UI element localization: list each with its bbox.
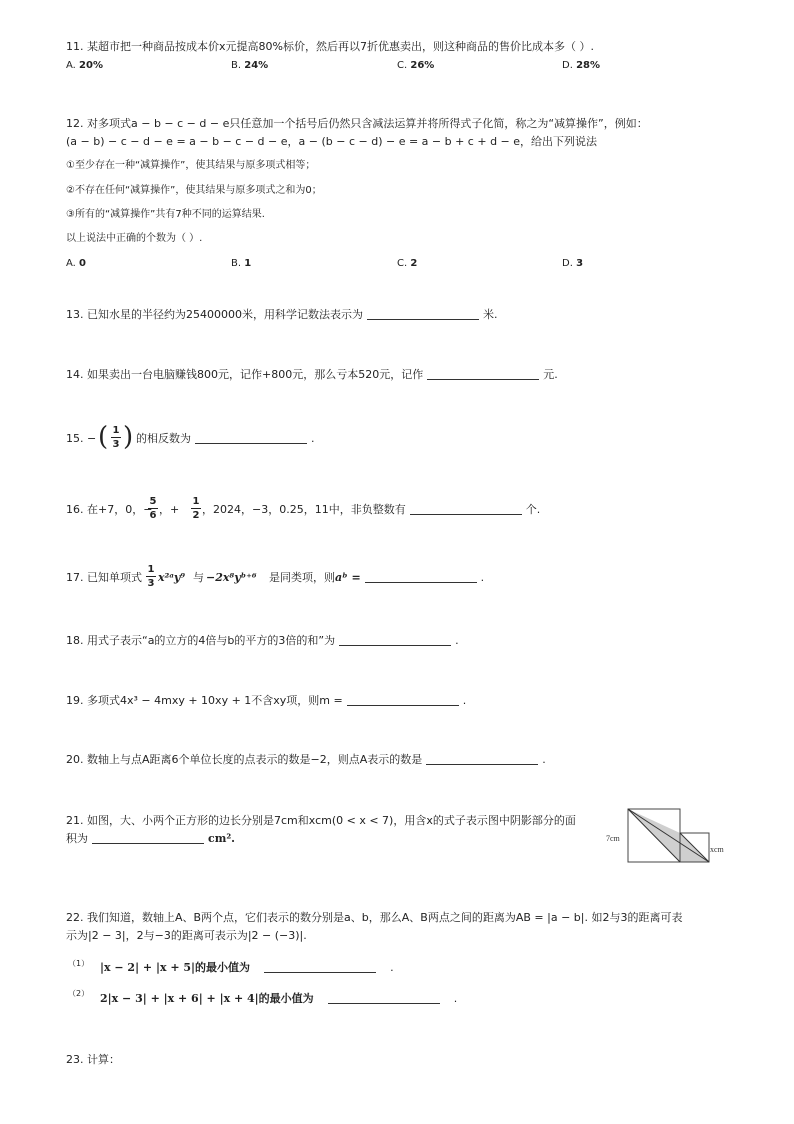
q15-fraction-den: 3	[112, 439, 120, 450]
q14-unit: 元.	[543, 368, 558, 381]
q16-mid: ，+	[159, 503, 180, 516]
q21-label-7cm: 7cm	[606, 834, 620, 843]
q18-answer-blank[interactable]	[339, 634, 451, 646]
q22-part2-answer-blank[interactable]	[328, 992, 440, 1004]
q14-answer-blank[interactable]	[427, 368, 539, 380]
q22-line1: 22. 我们知道，数轴上A、B两个点，它们表示的数分别是a、b，那么A、B两点之间的距离为AB = |a − b|. 如2与3的距离可表	[66, 911, 683, 924]
q19-question	[66, 693, 466, 708]
q22-part1-number: （1）	[68, 959, 90, 968]
q15-fraction-bar	[111, 437, 121, 438]
q22-line2: 示为|2 − 3|，2与−3的距离可表示为|2 − (−3)|.	[66, 929, 307, 942]
q15-paren-left: (	[98, 422, 109, 452]
q20-period: .	[542, 753, 546, 766]
q17-mono2: −2x⁸yᵇ⁺⁶	[206, 571, 257, 584]
q16-fraction1-den: 6	[149, 510, 157, 521]
q21-line2	[66, 831, 235, 846]
q13-answer-blank[interactable]	[367, 308, 479, 320]
q11-option-a: A. 20%	[66, 60, 103, 71]
q17-period: .	[480, 571, 485, 584]
q19-answer-blank[interactable]	[347, 694, 459, 706]
q21-diagonal-long	[628, 809, 709, 862]
q16-fraction2-den: 2	[192, 510, 200, 521]
q21-text: 积为	[66, 832, 88, 845]
q14-question	[66, 367, 558, 382]
q15-text: 的相反数为	[136, 432, 191, 445]
q17-question	[66, 563, 686, 593]
q20-text: 20. 数轴上与点A距离6个单位长度的点表示的数是−2，则点A表示的数是	[66, 753, 423, 766]
q19-period: .	[462, 694, 467, 707]
q15-prefix: 15. −	[66, 432, 97, 445]
q14-text: 14. 如果卖出一台电脑赚钱800元，记作+800元，那么亏本520元，记作	[66, 368, 424, 381]
q21-label-xcm: xcm	[710, 845, 724, 854]
q15-period: .	[311, 432, 315, 445]
q22-part2-period: .	[453, 992, 458, 1005]
q18-period: .	[455, 634, 459, 647]
q11-option-d: D. 28%	[562, 60, 601, 71]
q12-option-c: C. 2	[397, 258, 418, 269]
q18-question	[66, 633, 459, 648]
q16-start: 16. 在+7，0，−	[66, 503, 153, 516]
q15-paren-right: )	[123, 422, 134, 452]
q21-line1: 21. 如图，大、小两个正方形的边长分别是7cm和xcm(0 < x < 7)，用含x的式子表示图中阴影部分的面	[66, 814, 576, 827]
q11-stem: 11. 某超市把一种商品按成本价x元提高80%标价，然后再以7折优惠卖出，则这种商品的售价比成本多（ ）.	[66, 40, 594, 53]
q21-answer-blank[interactable]	[92, 832, 204, 844]
q16-question	[66, 495, 666, 525]
q22-part2	[100, 991, 457, 1006]
q12-option-b: B. 1	[231, 258, 252, 269]
q12-ask: 以上说法中正确的个数为（ ）.	[66, 233, 203, 244]
q17-answer-blank[interactable]	[365, 571, 477, 583]
q22-part2-text: 2|x − 3| + |x + 6| + |x + 4|的最小值为	[100, 992, 314, 1005]
q21-squares-figure	[600, 800, 740, 872]
q15-answer-blank[interactable]	[195, 432, 307, 444]
q17-rest: 是同类项，则	[269, 571, 335, 584]
q16-fraction2-bar	[191, 508, 201, 509]
q20-answer-blank[interactable]	[426, 753, 538, 765]
q12-option-d: D. 3	[562, 258, 584, 269]
q23-question: 23. 计算：	[66, 1053, 120, 1066]
q17-expr: aᵇ =	[335, 571, 361, 584]
q17-mono1: x²ᵃy⁹	[158, 571, 186, 584]
q17-coef-bar	[146, 576, 156, 577]
q17-mid: 与	[193, 571, 204, 584]
q18-text: 18. 用式子表示“a的立方的4倍与b的平方的3倍的和”为	[66, 634, 336, 647]
q12-line1: 12. 对多项式a − b − c − d − e只任意加一个括号后仍然只含减法运算并将所得式子化简，称之为“减算操作”，例如：	[66, 117, 648, 130]
q13-text: 13. 已知水星的半径约为25400000米，用科学记数法表示为	[66, 308, 363, 321]
q15-fraction-num: 1	[112, 425, 120, 436]
q12-statement-2: ②不存在任何“减算操作”，使其结果与原多项式之和为0；	[66, 185, 322, 196]
q12-line2: (a − b) − c − d − e = a − b − c − d − e，a − (b − c − d) − e = a − b + c + d − e，给出下列说法	[66, 135, 598, 148]
q11-option-c: C. 26%	[397, 60, 435, 71]
q16-rest: ，2024，−3，0.25，11中，非负整数有	[202, 503, 406, 516]
q22-part1-text: |x − 2| + |x + 5|的最小值为	[100, 961, 251, 974]
q12-option-a: A. 0	[66, 258, 86, 269]
q20-question	[66, 752, 546, 767]
q12-statement-1: ①至少存在一种“减算操作”，使其结果与原多项式相等；	[66, 160, 316, 171]
q17-prefix: 17. 已知单项式	[66, 571, 142, 584]
q16-unit: 个.	[525, 503, 541, 516]
q21-unit: cm².	[208, 832, 235, 845]
q22-part2-number: （2）	[68, 989, 90, 998]
q22-part1-period: .	[390, 961, 394, 974]
q16-fraction1-num: 5	[149, 496, 157, 507]
q16-answer-blank[interactable]	[410, 503, 522, 515]
q12-statement-3: ③所有的“减算操作”共有7种不同的运算结果.	[66, 209, 265, 220]
q19-text: 19. 多项式4x³ − 4mxy + 10xy + 1不含xy项，则m =	[66, 694, 343, 707]
q11-option-b: B. 24%	[231, 60, 269, 71]
q13-question	[66, 307, 497, 322]
q17-coef-den: 3	[147, 578, 155, 589]
q16-fraction1-bar	[148, 508, 158, 509]
q17-coef-num: 1	[147, 564, 155, 575]
q22-part1-answer-blank[interactable]	[264, 961, 376, 973]
q13-unit: 米.	[482, 308, 498, 321]
q16-fraction2-num: 1	[192, 496, 200, 507]
q22-part1	[100, 960, 394, 975]
